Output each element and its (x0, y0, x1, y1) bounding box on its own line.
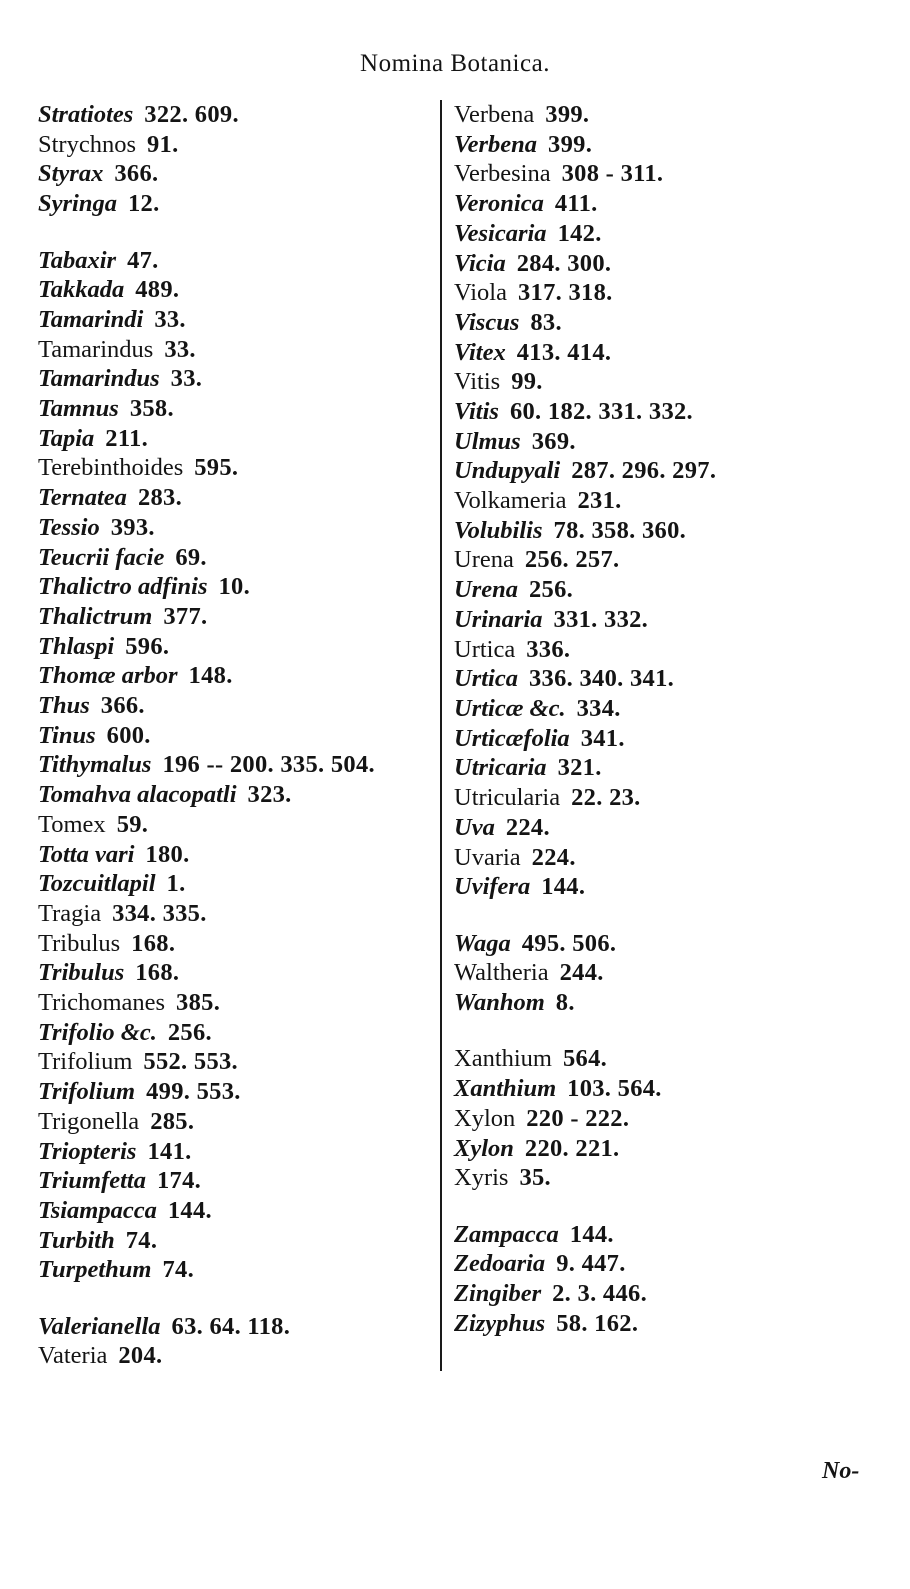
index-entry-right (454, 1044, 607, 1074)
plant-name: Vesicaria (454, 220, 547, 247)
index-entry-right (454, 545, 619, 575)
page-references: 224. (505, 814, 550, 841)
index-entry-left (38, 1018, 212, 1048)
page-references: 284. 300. (516, 250, 612, 277)
index-entry-right (454, 753, 602, 783)
plant-name: Uva (454, 814, 495, 841)
plant-name: Tragia (38, 900, 102, 927)
page-references: 495. 506. (521, 930, 617, 957)
plant-name: Tinus (38, 722, 96, 749)
plant-name: Tamarindus (38, 365, 160, 392)
index-entry-right (454, 456, 716, 486)
plant-name: Uvifera (454, 873, 531, 900)
page-references: 144. (541, 873, 586, 900)
plant-name: Volubilis (454, 517, 543, 544)
index-entry-left (38, 424, 148, 454)
plant-name: Thalictro adfinis (38, 573, 208, 600)
plant-name: Thlaspi (38, 633, 115, 660)
index-entry-left (38, 335, 196, 365)
page-references: 196 -- 200. 335. 504. (162, 751, 375, 778)
page-references: 564. (563, 1045, 608, 1072)
plant-name: Xylon (454, 1105, 516, 1132)
page-references: 1. (166, 870, 186, 897)
page-references: 322. 609. (144, 101, 239, 128)
page-references: 99. (511, 368, 543, 395)
index-entry-right (454, 278, 613, 308)
index-entry-left (38, 750, 375, 780)
page-references: 285. (150, 1108, 195, 1135)
index-entry-left (38, 572, 250, 602)
index-entry-left (38, 958, 179, 988)
plant-name: Utricularia (454, 784, 561, 811)
page-references: 283. (137, 484, 183, 511)
plant-name: Ulmus (454, 428, 521, 455)
page-references: 244. (559, 959, 604, 986)
page-references: 220 - 222. (526, 1105, 630, 1132)
index-entry-right (454, 516, 686, 546)
index-entry-right (454, 130, 592, 160)
index-entry-right (454, 1134, 619, 1164)
page-references: 74. (162, 1256, 194, 1283)
index-entry-right (454, 635, 570, 665)
plant-name: Tribulus (38, 930, 121, 957)
page-references: 180. (145, 841, 190, 868)
plant-name: Turpethum (38, 1256, 152, 1283)
index-entry-left (38, 159, 158, 189)
index-entry-left (38, 810, 148, 840)
page-references: 12. (127, 190, 160, 217)
page-references: 211. (105, 425, 149, 452)
index-entry-left (38, 632, 169, 662)
page-references: 33. (154, 306, 186, 333)
index-entry-right (454, 1104, 629, 1134)
index-entry-left (38, 869, 186, 899)
plant-name: Valerianella (38, 1313, 161, 1340)
plant-name: Vitex (454, 339, 506, 366)
page-references: 336. 340. 341. (528, 665, 675, 692)
index-entry-right (454, 988, 575, 1018)
index-entry-right (454, 958, 604, 988)
index-entry-left (38, 840, 190, 870)
page-references: 413. 414. (516, 339, 612, 366)
page-references: 334. (576, 695, 621, 722)
plant-name: Styrax (38, 160, 104, 187)
page-references: 323. (247, 781, 292, 808)
page-references: 83. (530, 309, 562, 336)
index-entry-right (454, 813, 550, 843)
plant-name: Tribulus (38, 959, 125, 986)
index-entry-right (454, 1309, 638, 1339)
index-entry-right (454, 724, 625, 754)
plant-name: Tamarindi (38, 306, 144, 333)
page-references: 308 - 311. (561, 160, 664, 187)
plant-name: Verbesina (454, 160, 551, 187)
plant-name: Trifolium (38, 1048, 133, 1075)
page-references: 334. 335. (112, 900, 207, 927)
index-entry-left (38, 899, 207, 929)
page-references: 377. (163, 603, 208, 630)
index-entry-right (454, 929, 616, 959)
page-references: 600. (106, 722, 151, 749)
index-entry-right (454, 872, 585, 902)
plant-name: Stratiotes (38, 101, 134, 128)
page-references: 256. (167, 1019, 212, 1046)
index-entry-right (454, 338, 611, 368)
page-references: 220. 221. (524, 1135, 620, 1162)
plant-name: Zedoaria (454, 1250, 546, 1277)
page-references: 287. 296. 297. (571, 457, 717, 484)
plant-name: Turbith (38, 1227, 115, 1254)
page-references: 399. (548, 131, 593, 158)
index-entry-left (38, 1047, 238, 1077)
plant-name: Tapia (38, 425, 95, 452)
page-references: 60. 182. 331. 332. (509, 398, 693, 425)
plant-name: Zizyphus (454, 1310, 546, 1337)
index-entry-right (454, 367, 543, 397)
plant-name: Urinaria (454, 606, 543, 633)
index-entry-right (454, 219, 602, 249)
page-references: 596. (125, 633, 170, 660)
index-entry-right (454, 694, 621, 724)
index-entry-left (38, 929, 175, 959)
page-references: 74. (125, 1227, 158, 1254)
plant-name: Syringa (38, 190, 117, 217)
index-entry-right (454, 189, 598, 219)
page-references: 22. 23. (571, 784, 641, 811)
plant-name: Volkameria (454, 487, 567, 514)
page-references: 103. 564. (567, 1075, 662, 1102)
index-entry-left (38, 988, 220, 1018)
plant-name: Zingiber (454, 1280, 542, 1307)
plant-name: Ternatea (38, 484, 127, 511)
page-references: 369. (531, 428, 576, 455)
page-references: 256. (528, 576, 574, 603)
index-entry-left (38, 721, 151, 751)
plant-name: Viscus (454, 309, 520, 336)
index-entry-right (454, 1074, 662, 1104)
plant-name: Totta vari (38, 841, 135, 868)
plant-name: Tithymalus (38, 751, 152, 778)
plant-name: Vateria (38, 1342, 108, 1369)
page-references: 63. 64. 118. (171, 1313, 291, 1340)
index-entry-left (38, 661, 233, 691)
page-references: 595. (194, 454, 239, 481)
plant-name: Xylon (454, 1135, 514, 1162)
page-references: 385. (176, 989, 221, 1016)
index-entry-left (38, 1341, 162, 1371)
index-entry-left (38, 275, 179, 305)
index-entry-left (38, 543, 207, 573)
catchword: No- (822, 1458, 860, 1484)
plant-name: Utricaria (454, 754, 547, 781)
plant-name: Tabaxir (38, 247, 117, 274)
index-entry-right (454, 1249, 626, 1279)
plant-name: Thomæ arbor (38, 662, 178, 689)
index-entry-right (454, 783, 641, 813)
plant-name: Veronica (454, 190, 544, 217)
index-entry-right (454, 664, 674, 694)
index-entry-left (38, 453, 238, 483)
index-entry-right (454, 1220, 614, 1250)
page-references: 341. (580, 725, 625, 752)
index-entry-left (38, 1077, 241, 1107)
plant-name: Uvaria (454, 844, 521, 871)
plant-name: Tomahva alacopatli (38, 781, 237, 808)
index-entry-left (38, 1312, 290, 1342)
page-references: 331. 332. (553, 606, 649, 633)
index-entry-right (454, 308, 562, 338)
page-references: 489. (135, 276, 180, 303)
page-references: 142. (557, 220, 602, 247)
index-entry-left (38, 691, 145, 721)
plant-name: Verbena (454, 101, 535, 128)
page-references: 256. 257. (524, 546, 620, 573)
index-entry-right (454, 397, 693, 427)
plant-name: Vitis (454, 398, 499, 425)
index-entry-right (454, 486, 622, 516)
plant-name: Tessio (38, 514, 100, 541)
page-references: 168. (135, 959, 180, 986)
index-entry-right (454, 159, 663, 189)
index-entry-left (38, 189, 160, 219)
column-divider-rule (440, 100, 442, 1371)
page-references: 58. 162. (556, 1310, 639, 1337)
page-references: 317. 318. (517, 279, 613, 306)
plant-name: Wanhom (454, 989, 545, 1016)
index-entry-left (38, 305, 186, 335)
plant-name: Urtica (454, 665, 518, 692)
plant-name: Waltheria (454, 959, 549, 986)
page-references: 174. (156, 1167, 202, 1194)
index-entry-left (38, 1255, 194, 1285)
page-references: 231. (577, 487, 622, 514)
plant-name: Trifolio &c. (38, 1019, 157, 1046)
page-references: 399. (545, 101, 590, 128)
index-entry-left (38, 1226, 157, 1256)
plant-name: Takkada (38, 276, 125, 303)
page-references: 69. (175, 544, 207, 571)
plant-name: Xanthium (454, 1045, 552, 1072)
plant-name: Trichomanes (38, 989, 166, 1016)
index-entry-left (38, 1166, 201, 1196)
page-references: 366. (114, 160, 159, 187)
plant-name: Triumfetta (38, 1167, 146, 1194)
plant-name: Verbena (454, 131, 538, 158)
page-references: 366. (100, 692, 145, 719)
page-references: 33. (170, 365, 203, 392)
page-references: 9. 447. (556, 1250, 626, 1277)
index-entry-left (38, 364, 202, 394)
index-entry-right (454, 1279, 647, 1309)
index-entry-left (38, 394, 174, 424)
plant-name: Strychnos (38, 131, 136, 158)
index-entry-left (38, 483, 182, 513)
page-references: 35. (519, 1164, 551, 1191)
page-references: 336. (526, 636, 571, 663)
page-references: 59. (116, 811, 149, 838)
plant-name: Tsiampacca (38, 1197, 157, 1224)
page-references: 91. (147, 131, 179, 158)
page-references: 411. (554, 190, 598, 217)
index-entry-left (38, 1107, 194, 1137)
page-references: 499. 553. (146, 1078, 241, 1105)
page-references: 358. (129, 395, 174, 422)
plant-name: Undupyali (454, 457, 561, 484)
plant-name: Viola (454, 279, 507, 306)
page-references: 10. (218, 573, 251, 600)
plant-name: Triopteris (38, 1138, 137, 1165)
plant-name: Tamarindus (38, 336, 154, 363)
index-entry-left (38, 780, 292, 810)
index-entry-right (454, 249, 611, 279)
plant-name: Teucrii facie (38, 544, 165, 571)
running-head: Nomina Botanica. (360, 50, 550, 77)
page-references: 47. (127, 247, 159, 274)
page-references: 144. (167, 1197, 212, 1224)
page-references: 78. 358. 360. (553, 517, 687, 544)
plant-name: Urticæ &c. (454, 695, 566, 722)
index-entry-left (38, 246, 159, 276)
index-entry-left (38, 513, 155, 543)
index-entry-left (38, 1196, 212, 1226)
index-entry-left (38, 602, 207, 632)
plant-name: Thus (38, 692, 90, 719)
page-references: 8. (555, 989, 575, 1016)
plant-name: Waga (454, 930, 511, 957)
index-entry-right (454, 427, 576, 457)
index-entry-right (454, 1163, 551, 1193)
page-references: 168. (131, 930, 176, 957)
plant-name: Urtica (454, 636, 516, 663)
index-entry-right (454, 100, 589, 130)
plant-name: Tomex (38, 811, 106, 838)
plant-name: Xyris (454, 1164, 509, 1191)
page-references: 393. (110, 514, 155, 541)
index-entry-right (454, 843, 576, 873)
page-references: 2. 3. 446. (552, 1280, 647, 1307)
plant-name: Urena (454, 576, 518, 603)
plant-name: Vitis (454, 368, 501, 395)
plant-name: Urena (454, 546, 514, 573)
page-references: 148. (188, 662, 233, 689)
plant-name: Trigonella (38, 1108, 140, 1135)
page-references: 321. (557, 754, 602, 781)
plant-name: Terebinthoides (38, 454, 184, 481)
page-references: 224. (531, 844, 576, 871)
page-references: 33. (164, 336, 196, 363)
page-references: 141. (147, 1138, 192, 1165)
page-references: 144. (569, 1221, 614, 1248)
index-entry-right (454, 575, 573, 605)
index-entry-left (38, 1137, 192, 1167)
plant-name: Trifolium (38, 1078, 136, 1105)
plant-name: Tozcuitlapil (38, 870, 156, 897)
plant-name: Vicia (454, 250, 506, 277)
index-entry-left (38, 100, 239, 130)
plant-name: Xanthium (454, 1075, 557, 1102)
plant-name: Tamnus (38, 395, 119, 422)
plant-name: Urticæfolia (454, 725, 570, 752)
index-entry-right (454, 605, 648, 635)
plant-name: Thalictrum (38, 603, 153, 630)
page-references: 552. 553. (143, 1048, 238, 1075)
index-entry-left (38, 130, 179, 160)
page-references: 204. (118, 1342, 163, 1369)
plant-name: Zampacca (454, 1221, 559, 1248)
